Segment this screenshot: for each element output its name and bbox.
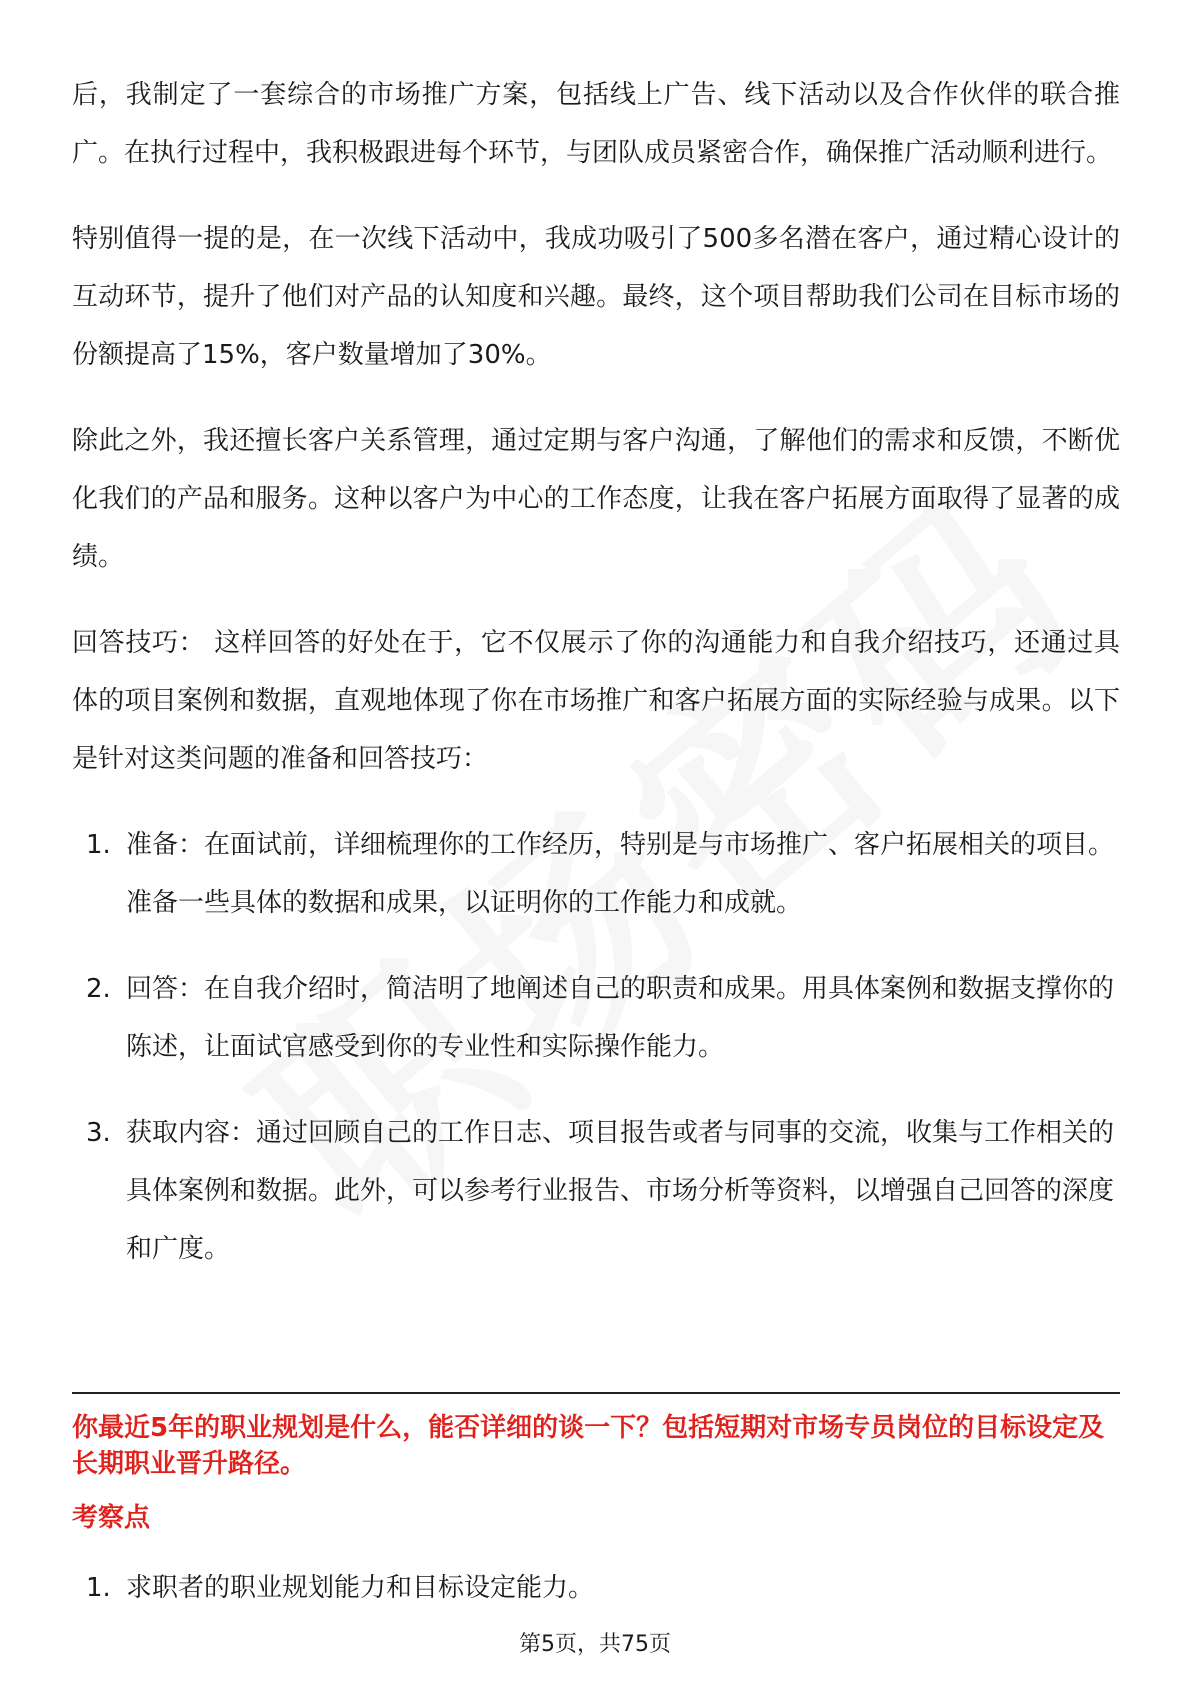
- list-item: [72, 1566, 1120, 1610]
- section-heading: 考察点: [72, 1503, 151, 1533]
- list-number: 2.: [86, 974, 111, 1004]
- tips-list: [72, 816, 1120, 1278]
- interview-question: 你最近5年的职业规划是什么，能否详细的谈一下？包括短期对市场专员岗位的目标设定及长期职业晋升路径。: [72, 1413, 1105, 1479]
- section-divider: [72, 1392, 1120, 1394]
- paragraph: 后，我制定了一套综合的市场推广方案，包括线上广告、线下活动以及合作伙伴的联合推广。在执行过程中，我积极跟进每个环节，与团队成员紧密合作，确保推广活动顺利进行。: [72, 80, 1120, 168]
- list-item-text: 准备：在面试前，详细梳理你的工作经历，特别是与市场推广、客户拓展相关的项目。准备一些具体的数据和成果，以证明你的工作能力和成就。: [126, 830, 1115, 918]
- list-item: [72, 1104, 1120, 1278]
- assessment-points-list: [72, 1566, 1120, 1610]
- answer-tips-paragraph: 回答技巧： 这样回答的好处在于，它不仅展示了你的沟通能力和自我介绍技巧，还通过具体的项目案例和数据，直观地体现了你在市场推广和客户拓展方面的实际经验与成果。以下是针对这类问题的准备和回答技巧：: [72, 628, 1120, 774]
- list-number: 3.: [86, 1118, 111, 1148]
- page-number: 第5页，共75页: [519, 1632, 671, 1657]
- list-item: [72, 816, 1120, 932]
- body-content: [72, 66, 1120, 1306]
- paragraph: 除此之外，我还擅长客户关系管理，通过定期与客户沟通，了解他们的需求和反馈，不断优化我们的产品和服务。这种以客户为中心的工作态度，让我在客户拓展方面取得了显著的成绩。: [72, 426, 1120, 572]
- list-number: 1.: [86, 1573, 111, 1603]
- list-item-text: 求职者的职业规划能力和目标设定能力。: [126, 1573, 595, 1603]
- list-number: 1.: [86, 830, 111, 860]
- list-item-text: 获取内容：通过回顾自己的工作日志、项目报告或者与同事的交流，收集与工作相关的具体案例和数据。此外，可以参考行业报告、市场分析等资料，以增强自己回答的深度和广度。: [126, 1118, 1115, 1264]
- list-item-text: 回答：在自我介绍时，简洁明了地阐述自己的职责和成果。用具体案例和数据支撑你的陈述，让面试官感受到你的专业性和实际操作能力。: [126, 974, 1115, 1062]
- paragraph: 特别值得一提的是，在一次线下活动中，我成功吸引了500多名潜在客户，通过精心设计的互动环节，提升了他们对产品的认知度和兴趣。最终，这个项目帮助我们公司在目标市场的份额提高了15%，客户数量增加了30%。: [72, 224, 1120, 370]
- list-item: [72, 960, 1120, 1076]
